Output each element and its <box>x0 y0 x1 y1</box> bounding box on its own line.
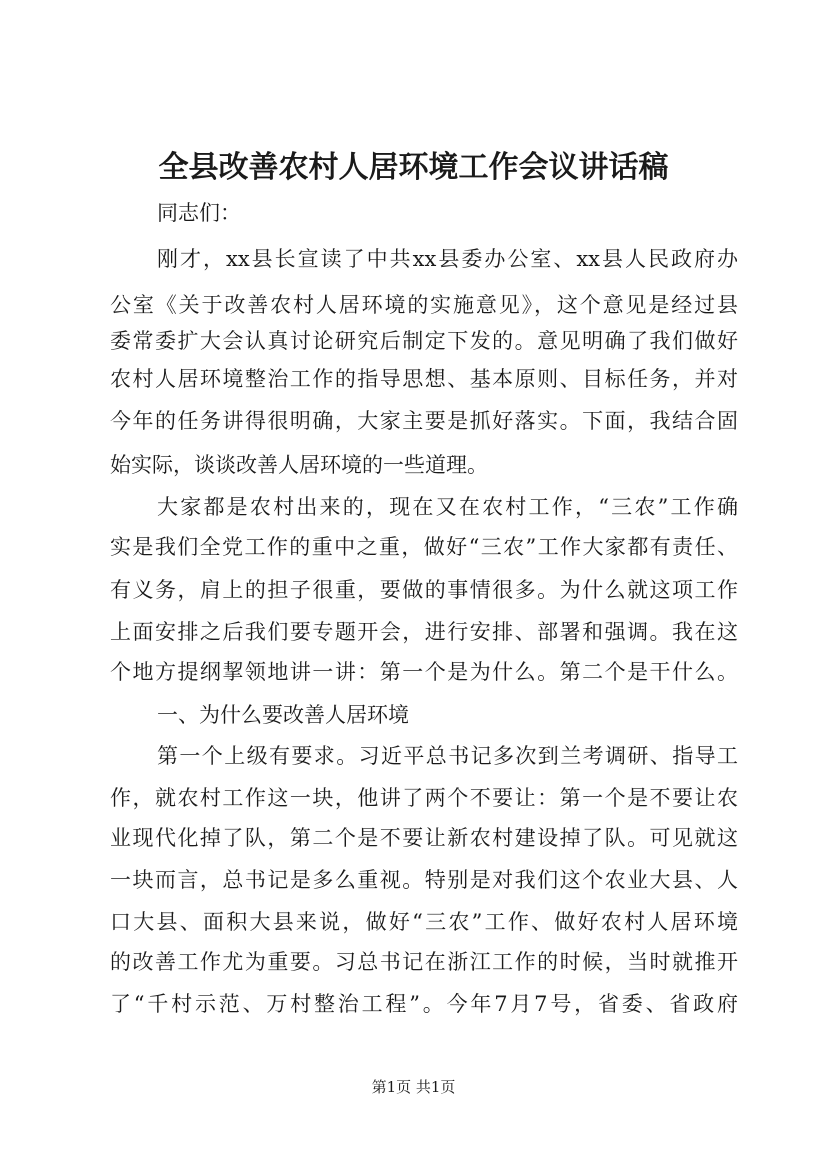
body-line: 公室《关于改善农村人居环境的实施意见》，这个意见是经过县 <box>110 293 738 317</box>
body-line: 农村人居环境整治工作的指导思想、基本原则、目标任务，并对 <box>110 367 738 391</box>
body-line: 委常委扩大会认真讨论研究后制定下发的。意见明确了我们做好 <box>110 329 738 353</box>
body-line: 始实际，谈谈改善人居环境的一些道理。 <box>110 453 488 477</box>
body-line: 有义务，肩上的担子很重，要做的事情很多。为什么就这项工作 <box>110 578 738 602</box>
salutation-line: 同志们： <box>157 201 241 225</box>
body-line: 口大县、面积大县来说，做好“三农”工作、做好农村人居环境 <box>110 910 738 934</box>
body-line: 上面安排之后我们要专题开会，进行安排、部署和强调。我在这 <box>110 620 738 644</box>
body-line: 业现代化掉了队，第二个是不要让新农村建设掉了队。可见就这 <box>110 826 738 850</box>
body-line: 大家都是农村出来的，现在又在农村工作，“三农”工作确 <box>157 495 738 519</box>
body-line: 刚才，xx县长宣读了中共xx县委办公室、xx县人民政府办 <box>157 247 738 271</box>
body-line: 今年的任务讲得很明确，大家主要是抓好落实。下面，我结合固 <box>110 409 738 433</box>
body-line: 实是我们全党工作的重中之重，做好“三农”工作大家都有责任、 <box>110 535 738 559</box>
document-title: 全县改善农村人居环境工作会议讲话稿 <box>158 150 669 185</box>
body-line: 作，就农村工作这一块，他讲了两个不要让：第一个是不要让农 <box>110 786 738 810</box>
body-line: 一块而言，总书记是多么重视。特别是对我们这个农业大县、人 <box>110 868 738 892</box>
page-footer: 第1页 共1页 <box>371 1078 456 1096</box>
body-line: 的改善工作尤为重要。习总书记在浙江工作的时候，当时就推开 <box>110 950 738 974</box>
section-heading: 一、为什么要改善人居环境 <box>157 703 409 727</box>
body-line: 了“千村示范、万村整治工程”。今年7月7号，省委、省政府 <box>110 992 738 1016</box>
body-line: 第一个上级有要求。习近平总书记多次到兰考调研、指导工 <box>157 744 738 768</box>
body-line: 个地方提纲挈领地讲一讲：第一个是为什么。第二个是干什么。 <box>110 660 738 684</box>
